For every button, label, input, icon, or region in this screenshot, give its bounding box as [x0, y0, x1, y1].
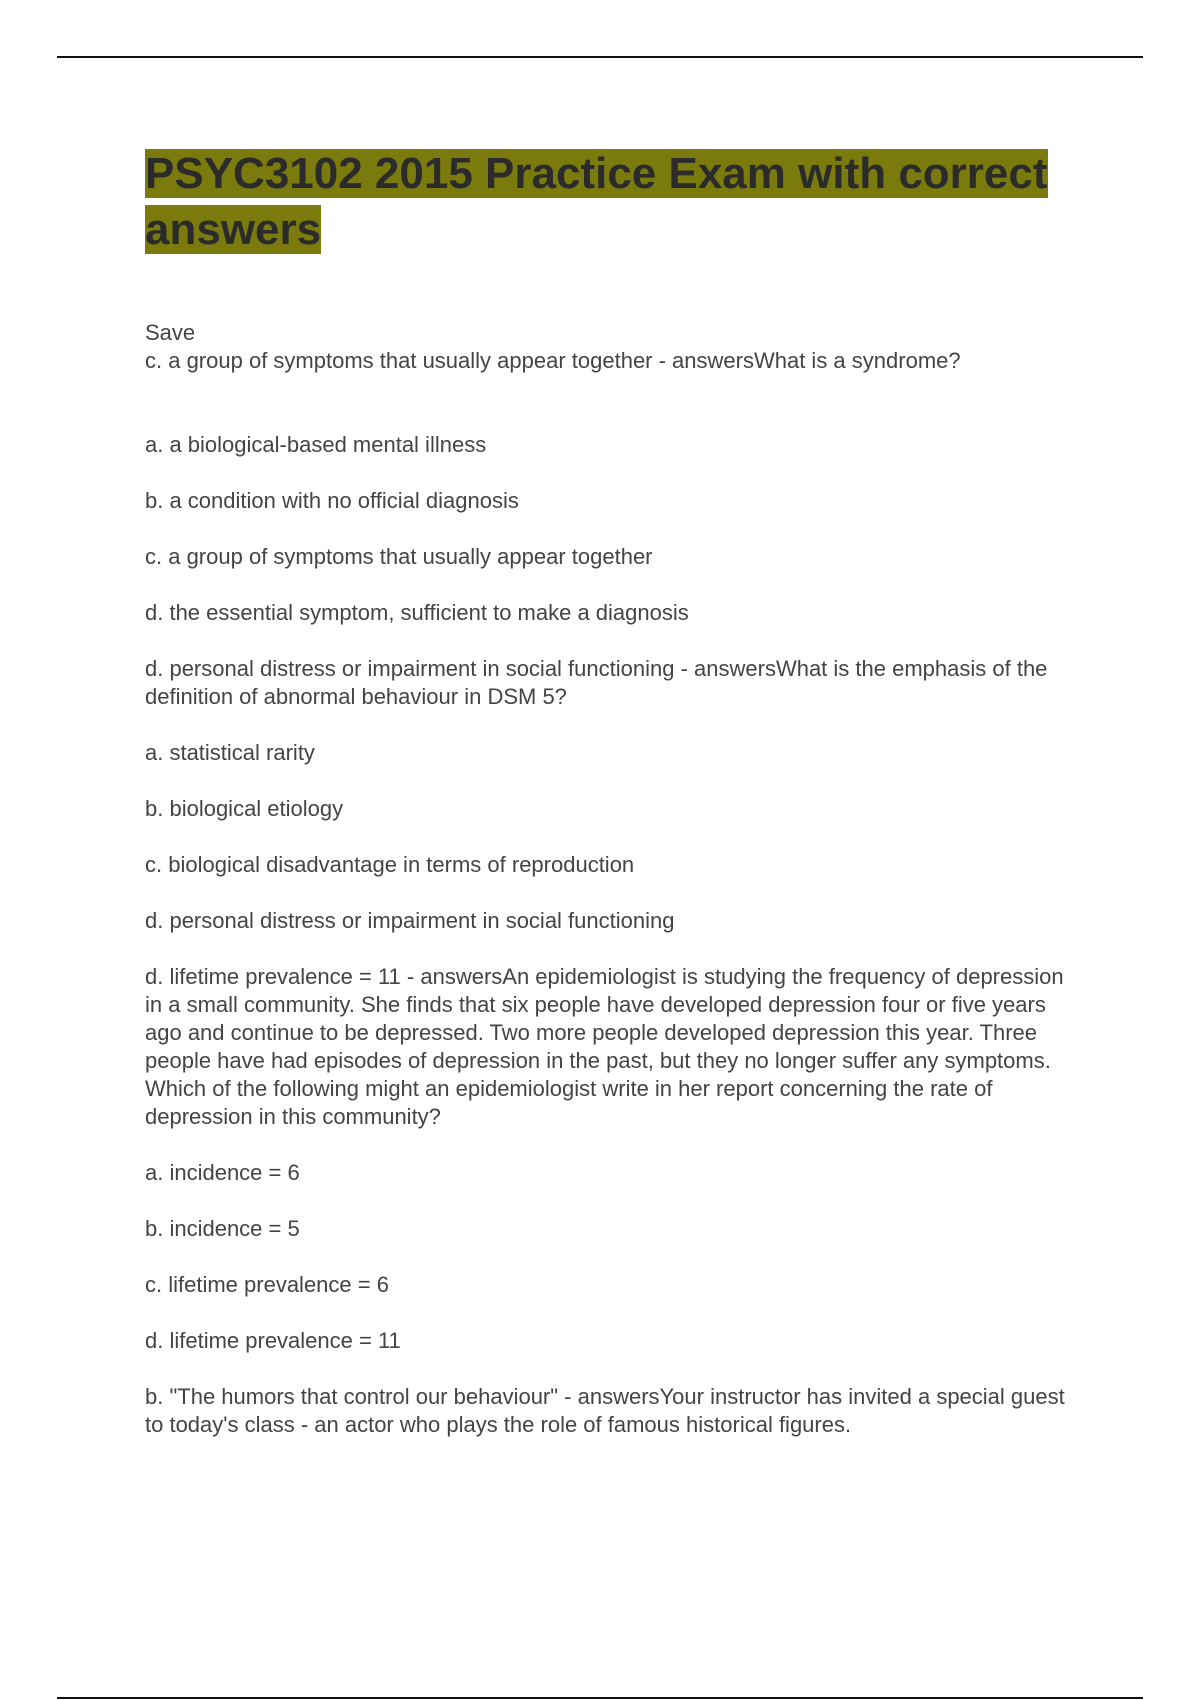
question-2: d. personal distress or impairment in social functioning - answersWhat is the emphasis of the definition of abnormal behaviour in DSM 5? — [145, 656, 1048, 709]
q3-option-b: b. incidence = 5 — [145, 1216, 300, 1241]
document-body — [145, 146, 1080, 1467]
q3-option-c: c. lifetime prevalence = 6 — [145, 1272, 389, 1297]
top-rule — [57, 56, 1143, 58]
q2-option-c: c. biological disadvantage in terms of reproduction — [145, 852, 635, 877]
document-title — [145, 146, 1080, 258]
q3-option-a: a. incidence = 6 — [145, 1160, 300, 1185]
save-label[interactable]: Save — [145, 320, 196, 345]
q1-option-d: d. the essential symptom, sufficient to make a diagnosis — [145, 600, 689, 625]
q2-option-b: b. biological etiology — [145, 796, 344, 821]
q3-option-d: d. lifetime prevalence = 11 — [145, 1328, 401, 1353]
bottom-rule — [57, 1697, 1143, 1699]
title-highlight: PSYC3102 2015 Practice Exam with correct answers — [145, 149, 1048, 254]
question-1: c. a group of symptoms that usually appear together - answersWhat is a syndrome? — [145, 348, 961, 373]
q1-option-a: a. a biological-based mental illness — [145, 432, 487, 457]
q1-option-b: b. a condition with no official diagnosis — [145, 488, 519, 513]
q1-option-c: c. a group of symptoms that usually appear together — [145, 544, 653, 569]
question-4: b. "The humors that control our behaviour" - answersYour instructor has invited a special guest to today's class - an actor who plays the role of famous historical figures. — [145, 1384, 1065, 1437]
q2-option-d: d. personal distress or impairment in social functioning — [145, 908, 675, 933]
q2-option-a: a. statistical rarity — [145, 740, 315, 765]
question-3: d. lifetime prevalence = 11 - answersAn epidemiologist is studying the frequency of depression in a small community. She finds that six people have developed depression four or five years ago and continue to be depressed. Two more people developed depression this year. Three people have had episodes of depression in the past, but they no longer suffer any symptoms. Which of the following might an epidemiologist write in her report concerning the rate of depression in this community? — [145, 964, 1064, 1129]
